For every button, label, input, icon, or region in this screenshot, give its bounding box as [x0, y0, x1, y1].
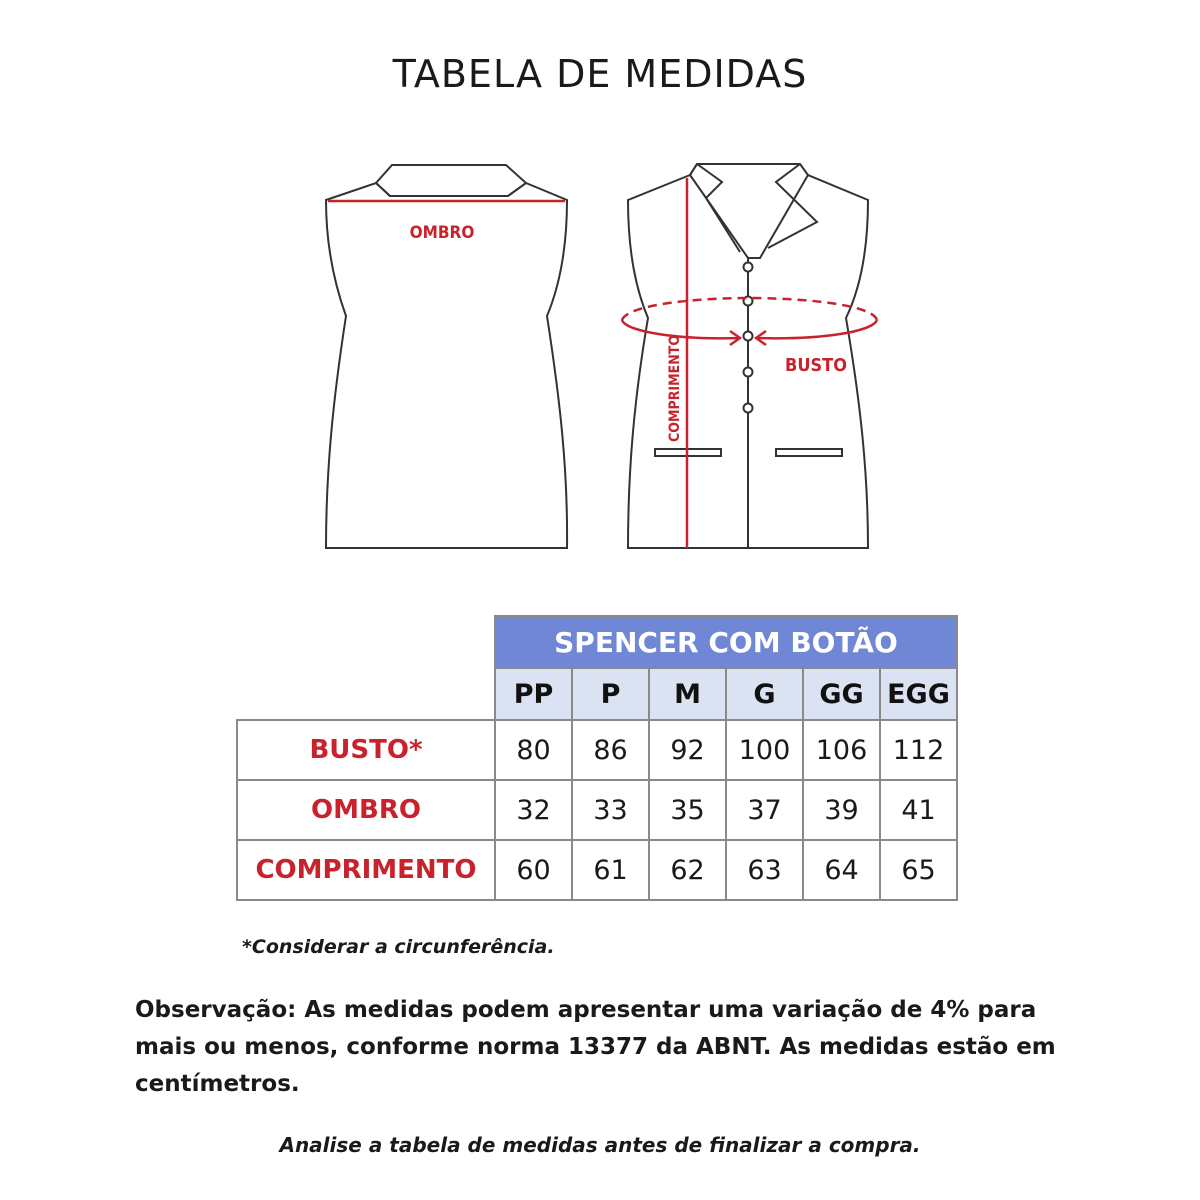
- table-cell: 86: [572, 720, 649, 780]
- size-header: M: [649, 668, 726, 720]
- table-cell: 32: [495, 780, 572, 840]
- table-cell: 60: [495, 840, 572, 900]
- row-label: BUSTO*: [237, 720, 495, 780]
- table-cell: 39: [803, 780, 880, 840]
- row-label: OMBRO: [237, 780, 495, 840]
- button-icon: [744, 404, 753, 413]
- table-cell: 65: [880, 840, 957, 900]
- table-cell: 106: [803, 720, 880, 780]
- product-name: SPENCER COM BOTÃO: [495, 616, 957, 668]
- table-row: [237, 720, 957, 780]
- table-cell: 64: [803, 840, 880, 900]
- bust-note: *Considerar a circunferência.: [242, 936, 555, 958]
- table-row: [237, 840, 957, 900]
- table-cell: 61: [572, 840, 649, 900]
- table-cell: 112: [880, 720, 957, 780]
- observation-text: Observação: As medidas podem apresentar uma variação de 4% para mais ou menos, conforme norma 13377 da ABNT. As medidas estão em centímetros.: [135, 997, 1056, 1097]
- table-cell: 63: [726, 840, 803, 900]
- size-header: G: [726, 668, 803, 720]
- size-table: [236, 615, 958, 901]
- table-cell: 100: [726, 720, 803, 780]
- row-label: COMPRIMENTO: [237, 840, 495, 900]
- table-cell: 41: [880, 780, 957, 840]
- table-cell: 62: [649, 840, 726, 900]
- size-header: PP: [495, 668, 572, 720]
- button-icon: [744, 368, 753, 377]
- size-header: GG: [803, 668, 880, 720]
- size-header: P: [572, 668, 649, 720]
- size-header: EGG: [880, 668, 957, 720]
- shoulder-label: OMBRO: [409, 223, 475, 243]
- length-label: COMPRIMENTO: [667, 334, 683, 442]
- table-cell: 80: [495, 720, 572, 780]
- footer-text: Analise a tabela de medidas antes de finalizar a compra.: [279, 1133, 921, 1157]
- table-cell: 37: [726, 780, 803, 840]
- table-cell: 33: [572, 780, 649, 840]
- page-title: TABELA DE MEDIDAS: [392, 52, 808, 96]
- table-cell: 35: [649, 780, 726, 840]
- button-icon: [744, 332, 753, 341]
- button-icon: [744, 263, 753, 272]
- table-cell: 92: [649, 720, 726, 780]
- bust-label: BUSTO: [785, 355, 847, 376]
- table-row: [237, 780, 957, 840]
